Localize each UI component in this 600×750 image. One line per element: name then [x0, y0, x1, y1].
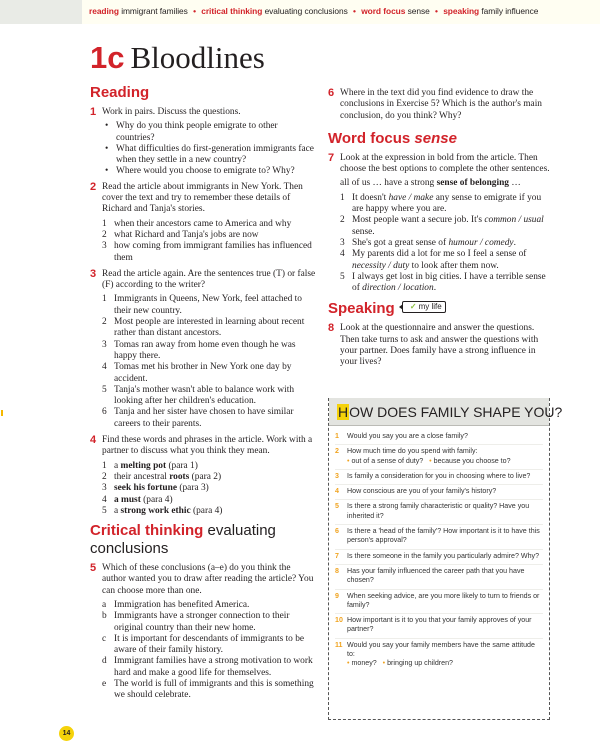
item-number: 4 [102, 362, 107, 373]
item-text-pre: a [114, 460, 121, 471]
question-option: • out of a sense of duty? [347, 457, 423, 465]
exercise-number: 4 [90, 434, 97, 447]
item-text-post: (para 3) [177, 483, 209, 494]
item-number: 3 [102, 483, 107, 494]
question-number: 11 [335, 640, 343, 649]
list-item [102, 230, 316, 241]
item-letter: d [102, 656, 107, 667]
question-number: 8 [335, 566, 339, 575]
nav-key-reading: reading [89, 6, 119, 16]
item-text-post: (para 4) [140, 494, 173, 505]
margin-marker [1, 410, 3, 416]
list-item [102, 219, 316, 230]
question-number: 5 [335, 502, 339, 511]
list-item [340, 272, 550, 295]
item-text-pre: their ancestral [114, 471, 170, 482]
list-item [102, 483, 316, 494]
corner-block [0, 0, 82, 24]
discussion-questions [102, 121, 316, 177]
item-number: 3 [340, 237, 345, 248]
item-text: Immigrants in Queens, New York, feel attached to their new country. [114, 294, 302, 316]
questionnaire-list [329, 426, 549, 672]
item-letter: b [102, 611, 107, 622]
item-letter: a [102, 599, 107, 610]
item-number: 4 [102, 494, 107, 505]
vocab-phrase: roots [169, 471, 190, 482]
item-text [352, 215, 550, 238]
exercise-2 [90, 182, 316, 216]
title-highlight-letter: H [338, 404, 349, 420]
exercise-number: 5 [90, 562, 97, 575]
item-text: Immigrants have a stronger connection to their original country than their new home. [114, 611, 290, 633]
exercise-7-items [340, 193, 550, 295]
vocab-phrase: melting pot [120, 460, 167, 471]
item-number: 2 [102, 471, 107, 482]
critical-thinking-heading [90, 522, 316, 558]
questionnaire-box [328, 398, 563, 720]
item-number: 1 [102, 460, 107, 471]
speaking-heading [328, 300, 550, 318]
vocab-phrase: seek his fortune [114, 483, 178, 494]
item-text: Tanja and her sister have chosen to have similar careers to their parents. [114, 407, 294, 429]
question-item [335, 525, 543, 550]
question-text: Is there a 'head of the family'? How important is it to have this person's approval? [347, 527, 540, 545]
item-number: 2 [102, 317, 107, 328]
item-text-post: (para 4) [190, 505, 223, 516]
item-text: It is important for descendants of immigrants to be aware of their family history. [114, 633, 305, 656]
vocab-phrase: strong work ethic [120, 505, 191, 516]
item-text-a: My parents did a lot for me so I feel a sense of [352, 249, 527, 260]
nav-key-speaking: speaking [443, 6, 480, 16]
list-item [102, 407, 316, 430]
item-text [114, 495, 316, 506]
list-item [102, 472, 316, 483]
question-item [335, 445, 543, 470]
item-options: have / make [388, 192, 434, 203]
heading-main: Word focus [328, 129, 411, 147]
question-text: When seeking advice, are you more likely to turn to friends or family? [347, 591, 540, 609]
exercise-instruction: Work in pairs. Discuss the questions. [102, 107, 241, 117]
exercise-number: 7 [328, 151, 335, 164]
example-post: … [509, 178, 521, 189]
exercise-2-items [102, 219, 316, 264]
exercise-number: 6 [328, 87, 335, 99]
question-text: How much time do you spend with family: [347, 447, 478, 456]
list-item: • Where would you choose to emigrate to? Why? [102, 166, 316, 177]
question-text: Is there someone in the family you particularly admire? Why? [347, 551, 540, 560]
item-text: what Richard and Tanja's jobs are now [114, 229, 259, 240]
question-item [335, 565, 543, 590]
item-text-b: sense. [352, 226, 375, 237]
item-number: 5 [340, 271, 345, 282]
my-life-tag [402, 301, 446, 313]
exercise-1 [90, 107, 316, 118]
list-item [102, 656, 316, 679]
exercise-4-items [102, 461, 316, 517]
nav-value-wordfocus: sense [407, 6, 430, 16]
question-item [335, 590, 543, 615]
list-item [102, 317, 316, 340]
unit-name: Bloodlines [130, 40, 265, 75]
list-item [340, 215, 550, 238]
page-number: 14 [59, 726, 74, 741]
question-item [335, 485, 543, 500]
heading-main: Speaking [328, 300, 395, 318]
item-number: 4 [340, 249, 345, 260]
exercise-number: 8 [328, 322, 335, 335]
exercise-instruction: Find these words and phrases in the article. Work with a partner to discuss what you think they mean. [102, 435, 313, 457]
question-item [335, 614, 543, 639]
item-text-post: (para 1) [166, 460, 198, 471]
exercise-8 [328, 323, 550, 368]
nav-separator: • [193, 6, 196, 16]
item-number: 5 [102, 505, 107, 516]
heading-italic: sense [414, 129, 457, 147]
item-text [352, 272, 550, 295]
list-item [102, 495, 316, 506]
nav-key-critical: critical thinking [201, 6, 263, 16]
list-item [340, 238, 550, 249]
item-text-post: (para 2) [189, 471, 222, 482]
exercise-instruction: Read the article about immigrants in New York. Then cover the text and try to remember these details of Richard and Tanja's stories. [102, 181, 303, 215]
item-text-a: It doesn't [352, 192, 389, 203]
nav-separator: • [353, 6, 356, 16]
question-text: Is family a consideration for you in choosing where to live? [347, 471, 531, 480]
item-text [114, 506, 316, 517]
left-column [90, 40, 316, 707]
item-text [114, 483, 316, 494]
item-text [352, 238, 550, 249]
list-item [102, 634, 316, 657]
question-option: • bringing up children? [383, 659, 453, 667]
question-number: 7 [335, 551, 339, 560]
question-text: How conscious are you of your family's history? [347, 487, 497, 496]
exercise-number: 1 [90, 106, 97, 118]
vocab-phrase: a must [114, 494, 141, 505]
item-text: Most people are interested in learning about recent rather than distant ancestors. [114, 317, 305, 339]
left-margin [0, 24, 82, 750]
list-item [102, 241, 316, 264]
item-text [352, 249, 550, 272]
list-item [102, 340, 316, 363]
exercise-instruction: Which of these conclusions (a–e) do you think the author wanted you to draw after reading the article? You can choose more than one. [102, 563, 314, 596]
question-body [347, 641, 543, 669]
list-item [102, 600, 316, 611]
exercise-instruction: Look at the expression in bold from the article. Then choose the best options to complete the other sentences. [340, 152, 550, 175]
unit-number: 1c [90, 40, 125, 75]
item-text: how coming from immigrant families has influenced them [114, 241, 312, 263]
item-number: 1 [340, 192, 345, 203]
item-number: 6 [102, 407, 107, 418]
example-pre: all of us … have a strong [340, 178, 437, 189]
title-rest: OW DOES FAMILY SHAPE YOU? [349, 404, 563, 420]
question-item [335, 470, 543, 485]
section-navigation [89, 6, 538, 16]
item-text [114, 461, 316, 472]
exercise-instruction: Where in the text did you find evidence to draw the conclusions in Exercise 5? Which is the author's main conclusion, do you think? Why? [340, 88, 542, 121]
question-number: 10 [335, 616, 343, 625]
list-item [102, 362, 316, 385]
example-sentence [340, 178, 550, 189]
item-number: 5 [102, 384, 107, 395]
tag-label: my life [418, 302, 442, 312]
right-column [328, 40, 550, 372]
item-text: Tomas met his brother in New York one day by accident. [114, 362, 292, 384]
page-title [90, 40, 316, 76]
item-text-a: She's got a great sense of [352, 237, 449, 248]
item-number: 1 [102, 294, 107, 305]
item-options: common / usual [484, 215, 544, 226]
exercise-4 [90, 435, 316, 458]
exercise-7 [328, 153, 550, 176]
question-option: • because you choose to? [429, 457, 510, 465]
item-text-b: to look after them now. [409, 260, 499, 271]
item-number: 3 [102, 339, 107, 350]
heading-main: Critical thinking [90, 522, 204, 540]
item-letter: e [102, 679, 107, 690]
item-text [352, 193, 550, 216]
reading-heading: Reading [90, 84, 150, 101]
item-text: Tomas ran away from home even though he was happy there. [114, 339, 296, 361]
question-number: 6 [335, 527, 339, 536]
question-text: Would you say you are a close family? [347, 432, 468, 440]
item-text-b: any sense to emigrate if you are happy where you are. [352, 192, 542, 215]
question-number: 3 [335, 471, 339, 480]
question-text: Has your family influenced the career path that you have chosen? [347, 566, 525, 585]
nav-key-wordfocus: word focus [361, 6, 406, 16]
word-focus-heading [328, 130, 550, 148]
item-number: 3 [102, 241, 107, 252]
question-text: Would you say your family members have the same attitude to: [347, 640, 535, 659]
exercise-instruction: Read the article again. Are the sentences true (T) or false (F) according to the writer? [102, 268, 316, 291]
list-item [102, 611, 316, 634]
exercise-instruction: Look at the questionnaire and answer the questions. Then take turns to ask and answer the questions with your partner. Does family have a strong influence in your lives? [340, 323, 539, 368]
list-item [102, 679, 316, 702]
item-text: The world is full of immigrants and this is something we should celebrate. [114, 679, 314, 701]
list-item [102, 294, 316, 317]
question-body [347, 447, 543, 466]
nav-value-reading: immigrant families [121, 6, 188, 16]
example-bold: sense of belonging [436, 178, 509, 189]
question-number: 9 [335, 591, 339, 600]
question-number: 1 [335, 432, 339, 440]
list-item: • Why do you think people emigrate to other countries? [102, 121, 316, 144]
question-option: • money? [347, 659, 377, 667]
exercise-3-items [102, 294, 316, 430]
item-text: Immigration has benefited America. [114, 599, 250, 610]
item-options: direction / location [362, 283, 434, 294]
heading-sub: evaluating conclusions [90, 522, 276, 558]
list-item [340, 193, 550, 216]
question-text: How important is it to you that your family approves of your partner? [347, 616, 532, 634]
item-text-a: Most people want a secure job. It's [352, 215, 485, 226]
exercise-number: 3 [90, 267, 97, 280]
question-item [335, 639, 543, 672]
item-text: Tanja's mother wasn't able to balance work with looking after her children's education. [114, 384, 295, 407]
item-text-a: I always get lost in big cities. I have a terrible sense of [352, 271, 546, 294]
item-text-b: . [513, 237, 516, 248]
nav-value-critical: evaluating conclusions [264, 6, 348, 16]
question-text: Is there a strong family characteristic or quality? Have you inherited it? [347, 502, 530, 520]
question-number: 4 [335, 487, 339, 496]
list-item [102, 385, 316, 408]
question-item [335, 500, 543, 525]
list-item: • What difficulties do first-generation immigrants face when they settle in a new country? [102, 144, 316, 167]
item-text: when their ancestors came to America and why [114, 218, 292, 229]
exercise-6 [328, 88, 550, 122]
item-text [114, 472, 316, 483]
nav-value-speaking: family influence [481, 6, 539, 16]
exercise-number: 2 [90, 180, 97, 193]
exercise-5 [90, 563, 316, 597]
item-options: necessity / duty [352, 260, 410, 271]
top-strip [0, 0, 600, 24]
item-number: 2 [340, 215, 345, 226]
item-options: humour / comedy [448, 237, 514, 248]
item-number: 1 [102, 218, 107, 229]
item-number: 2 [102, 229, 107, 240]
item-text: Immigrant families have a strong motivation to work hard and make a good life for themselves. [114, 656, 313, 678]
exercise-3 [90, 269, 316, 292]
nav-separator: • [435, 6, 438, 16]
item-text-b: . [433, 283, 437, 294]
question-item [335, 550, 543, 565]
item-letter: c [102, 633, 107, 644]
check-icon: ✓ [409, 302, 417, 312]
question-number: 2 [335, 447, 339, 456]
list-item [102, 461, 316, 472]
list-item [102, 506, 316, 517]
exercise-5-items [102, 600, 316, 702]
questionnaire-title [329, 398, 563, 426]
question-item [335, 430, 543, 445]
item-text-pre: a [114, 505, 121, 516]
list-item [340, 249, 550, 272]
